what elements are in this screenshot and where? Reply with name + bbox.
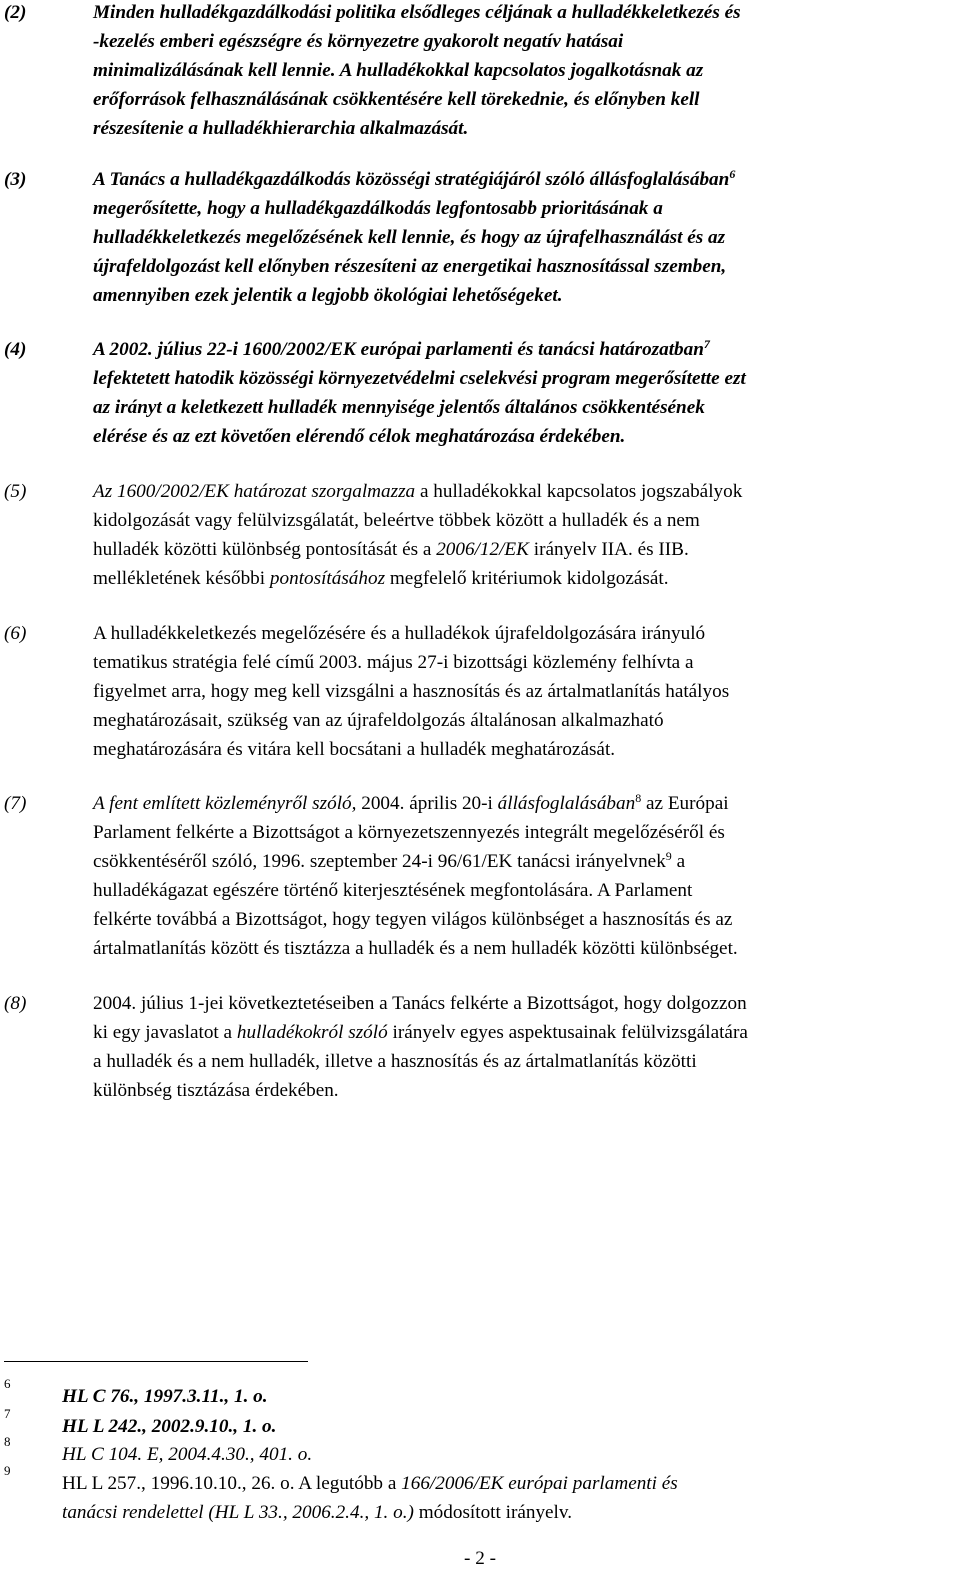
text-line: lefektetett hatodik közösségi környezetvédelmi cselekvési program megerősítette ezt (93, 368, 746, 389)
text-line (93, 335, 954, 364)
footnote-number: 7 (4, 1406, 11, 1421)
footnote-ref: 8 (635, 791, 642, 805)
text-line: Minden hulladékgazdálkodási politika elsődleges céljának a hulladékkeletkezés és (93, 2, 741, 23)
text-line: 2004. július 1-jei következtetéseiben a Tanács felkérte a Bizottságot, hogy dolgozzon (93, 993, 747, 1014)
footnote-ref: 7 (703, 337, 710, 351)
footnote-text: HL C 104. E, 2004.4.30., 401. o. (62, 1444, 313, 1465)
text-segment: 2006/12/EK (436, 539, 529, 560)
paragraph-number: (2) (4, 2, 27, 23)
text-line: kidolgozását vagy felülvizsgálatát, beleértve többek között a hulladék és a nem (93, 510, 700, 531)
paragraph-number: (5) (4, 481, 27, 502)
text-segment: a hulladékokkal kapcsolatos jogszabályok (415, 481, 743, 502)
text-segment: Az 1600/2002/EK határozat szorgalmazza (93, 481, 416, 502)
paragraph-number: (3) (4, 169, 27, 190)
text-line: A hulladékkeletkezés megelőzésére és a hulladékok újrafeldolgozására irányuló (93, 623, 706, 644)
footnote-line (62, 1500, 920, 1526)
text-line (93, 564, 954, 593)
text-segment: megfelelő kritériumok kidolgozását. (385, 568, 669, 589)
footnote-text: HL C 76., 1997.3.11., 1. o. (62, 1386, 268, 1407)
text-line (93, 165, 954, 194)
text-segment: mellékletének későbbi (93, 568, 270, 589)
footnote-number: 9 (4, 1463, 11, 1478)
text-line: erőforrások felhasználásának csökkentésére kell törekednie, és előnyben kell (93, 89, 700, 110)
text-segment: 166/2006/EK európai parlamenti és (401, 1473, 678, 1494)
text-line: különbség tisztázása érdekében. (93, 1080, 339, 1101)
paragraph-number: (8) (4, 993, 27, 1014)
text-segment: az Európai (641, 793, 729, 814)
text-line: minimalizálásának kell lennie. A hulladékokkal kapcsolatos jogalkotásnak az (93, 60, 704, 81)
text-line: Parlament felkérte a Bizottságot a környezetszennyezés integrált megelőzéséről és (93, 822, 725, 843)
text-segment: irányelv egyes aspektusainak felülvizsgálatára (387, 1022, 748, 1043)
text-line: -kezelés emberi egészségre és környezetre gyakorolt negatív hatásai (93, 31, 624, 52)
text-segment: irányelv IIA. és IIB. (528, 539, 689, 560)
text-line: meghatározására és vitára kell bocsátani a hulladék meghatározását. (93, 739, 616, 760)
text-segment: csökkentéséről szóló, 1996. szeptember 24-i 96/61/EK tanácsi irányelvnek (93, 851, 666, 872)
footnote-ref: 9 (665, 849, 672, 863)
text-segment: hulladék közötti különbség pontosítását és a (93, 539, 437, 560)
text-line: felkérte továbbá a Bizottságot, hogy tegyen világos különbséget a hasznosítás és az (93, 909, 733, 930)
text-line (93, 477, 954, 506)
text-line: a hulladék és a nem hulladék, illetve a hasznosítás és az ártalmatlanítás közötti (93, 1051, 697, 1072)
text-line: meghatározásait, szükség van az újrafeldolgozás általánosan alkalmazható (93, 710, 664, 731)
text-line: tematikus stratégia felé című 2003. május 27-i bizottsági közlemény felhívta a (93, 652, 694, 673)
footnote-line (62, 1471, 920, 1497)
text-line: az irányt a keletkezett hulladék mennyisége jelentős általános csökkentésének (93, 397, 705, 418)
text-line: elérése és az ezt követően elérendő célok meghatározása érdekében. (93, 426, 626, 447)
text-line: hulladékágazat egészére történő kiterjesztésének megfontolására. A Parlament (93, 880, 693, 901)
text-segment: A fent említett közleményről szóló, (93, 793, 357, 814)
footnote-ref: 6 (729, 167, 736, 181)
text-segment: A Tanács a hulladékgazdálkodás közösségi stratégiájáról szóló állásfoglalásában (93, 169, 730, 190)
text-line: megerősítette, hogy a hulladékgazdálkodás legfontosabb prioritásának a (93, 198, 663, 219)
footnote-text: HL L 242., 2002.9.10., 1. o. (62, 1416, 277, 1437)
paragraph-number: (6) (4, 623, 27, 644)
text-line: újrafeldolgozást kell előnyben részesíteni az energetikai hasznosítással szemben, (93, 256, 727, 277)
text-segment: ki egy javaslatot a (93, 1022, 237, 1043)
text-line: részesítenie a hulladékhierarchia alkalmazását. (93, 118, 469, 139)
text-line: hulladékkeletkezés megelőzésének kell lennie, és hogy az újrafelhasználást és az (93, 227, 726, 248)
text-line (93, 535, 954, 564)
page-number: - 2 - (464, 1548, 496, 1569)
text-line (93, 847, 954, 876)
text-line: amennyiben ezek jelentik a legjobb ökológiai lehetőségeket. (93, 285, 563, 306)
text-line (93, 1018, 954, 1047)
text-segment: pontosításához (269, 568, 386, 589)
text-segment: tanácsi rendelettel (HL L 33., 2006.2.4., 1. o.) (62, 1502, 414, 1523)
text-segment: HL L 257., 1996.10.10., 26. o. A legutóbb a (62, 1473, 402, 1494)
text-line: ártalmatlanítás között és tisztázza a hulladék és a nem hulladék közötti különbséget. (93, 938, 738, 959)
footnote-number: 6 (4, 1376, 11, 1391)
footnote-separator (4, 1361, 308, 1362)
text-segment: hulladékokról szóló (236, 1022, 388, 1043)
paragraph-number: (7) (4, 793, 27, 814)
text-segment: 2004. április 20-i (356, 793, 498, 814)
text-segment: módosított irányelv. (413, 1502, 573, 1523)
paragraph-number: (4) (4, 339, 27, 360)
text-segment: állásfoglalásában (497, 793, 636, 814)
text-line: figyelmet arra, hogy meg kell vizsgálni a hasznosítás és az ártalmatlanítás hatályos (93, 681, 730, 702)
text-line (93, 789, 954, 818)
text-segment: A 2002. július 22-i 1600/2002/EK európai parlamenti és tanácsi határozatban (93, 339, 704, 360)
footnote-number: 8 (4, 1434, 11, 1449)
text-segment: a (671, 851, 686, 872)
